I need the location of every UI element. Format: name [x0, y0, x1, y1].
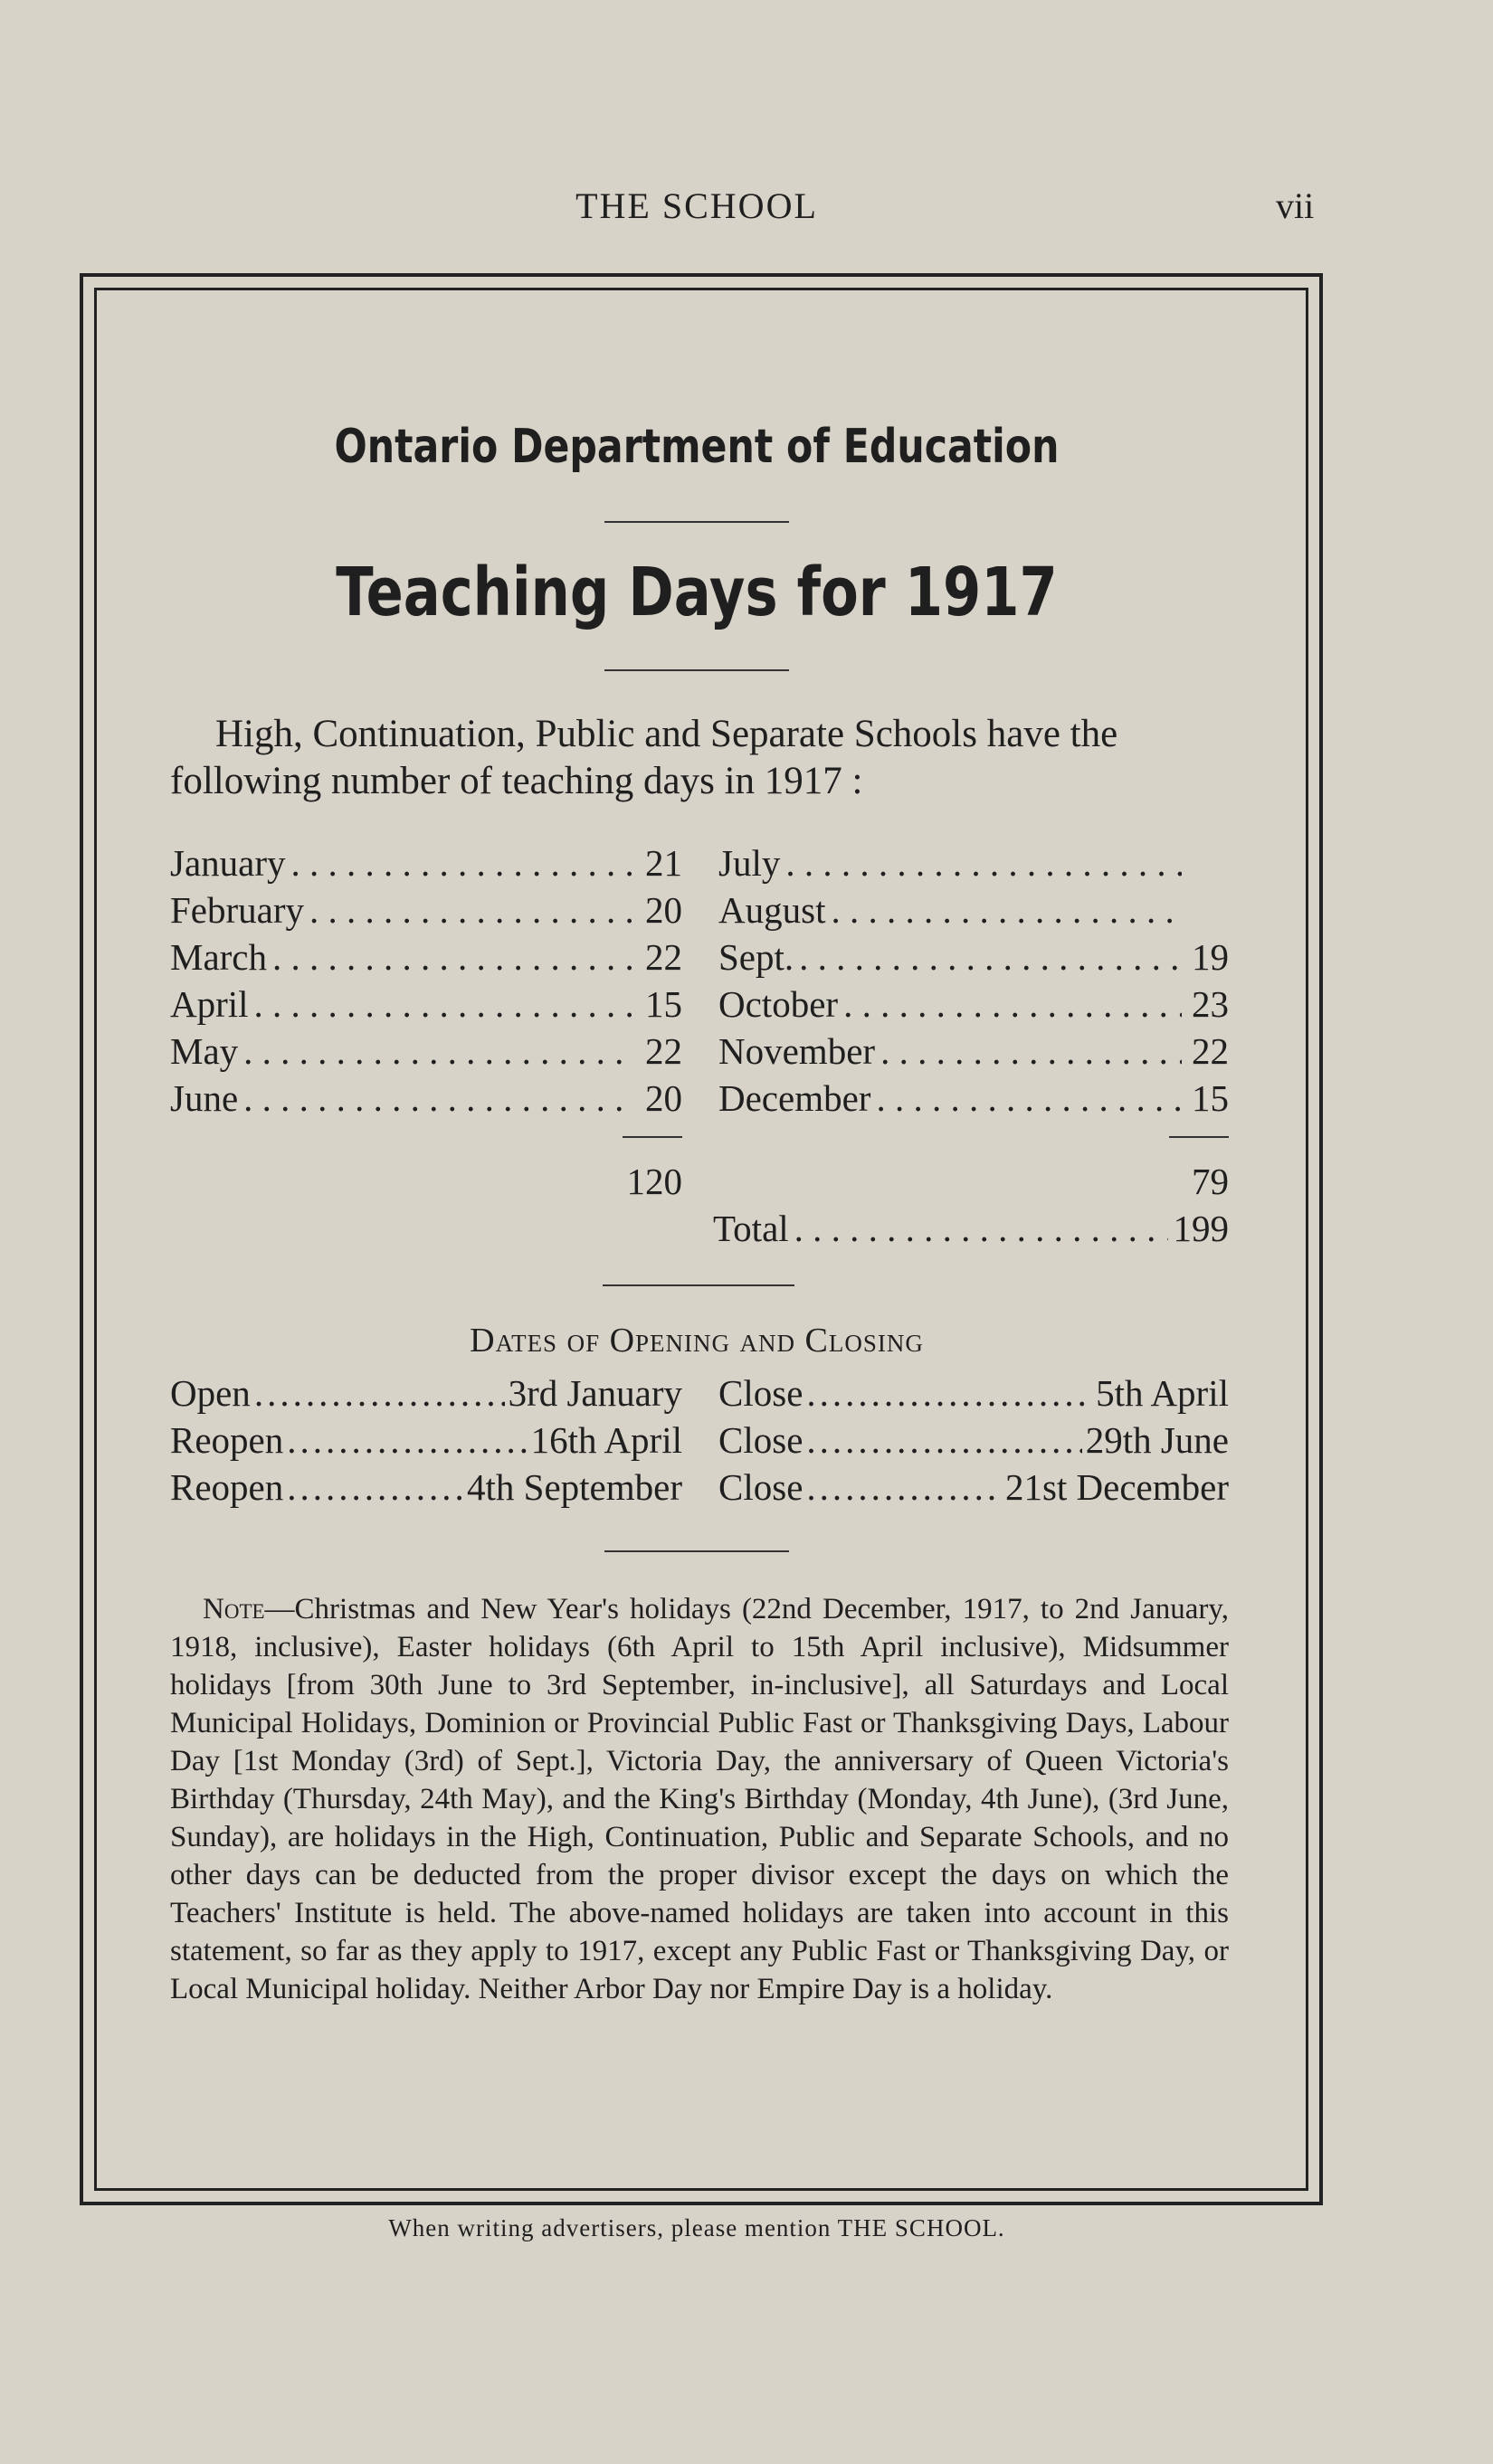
leader-dots [272, 933, 635, 981]
month-days: 20 [645, 1077, 682, 1119]
leader-dots [876, 1075, 1182, 1122]
subtotal-rule-right [1169, 1136, 1229, 1138]
leader-dots [254, 1369, 505, 1417]
open-date: 3rd January [508, 1372, 682, 1414]
note-lead: Note [203, 1593, 265, 1625]
month-row [718, 1028, 1229, 1075]
note-divider [604, 1550, 789, 1552]
subtotal-right: 79 [1192, 1161, 1229, 1202]
close-date: 29th June [1085, 1419, 1229, 1461]
total-value: 199 [1173, 1208, 1229, 1249]
main-title: Teaching Days for 1917 [336, 554, 1058, 631]
month-days: 23 [1192, 983, 1229, 1025]
month-row [170, 1075, 682, 1122]
open-row [170, 1369, 682, 1417]
open-row [170, 1417, 682, 1464]
month-row [718, 933, 1229, 981]
month-days: 22 [645, 936, 682, 978]
open-date: 4th September [467, 1466, 682, 1508]
note-paragraph [170, 1590, 1229, 2008]
total-row [713, 1205, 1229, 1252]
intro-paragraph: High, Continuation, Public and Separate Schools have the following number of teaching days in 1917 : [170, 713, 1118, 802]
close-label: Close [718, 1372, 804, 1414]
leader-dots [799, 933, 1182, 981]
page-footer: When writing advertisers, please mention THE SCHOOL. [388, 2214, 1005, 2241]
leader-dots [831, 886, 1182, 933]
leader-dots [806, 1417, 1081, 1464]
section-divider [603, 1284, 794, 1286]
total-label: Total [713, 1208, 789, 1249]
close-row [718, 1369, 1229, 1417]
close-row [718, 1417, 1229, 1464]
month-days: 19 [1192, 936, 1229, 978]
month-name: November [718, 1030, 876, 1072]
leader-dots [785, 839, 1182, 886]
leader-dots [806, 1464, 1002, 1511]
month-days: 22 [1192, 1030, 1229, 1072]
month-row [718, 981, 1229, 1028]
running-head: THE SCHOOL [575, 185, 818, 226]
month-days: 15 [645, 983, 682, 1025]
leader-dots [806, 1369, 1092, 1417]
open-row [170, 1464, 682, 1511]
month-name: January [170, 842, 286, 884]
month-name: December [718, 1077, 871, 1119]
leader-dots [287, 1417, 527, 1464]
month-name: March [170, 936, 268, 978]
open-label: Reopen [170, 1466, 284, 1508]
month-days: 21 [645, 842, 682, 884]
month-row [170, 933, 682, 981]
month-name: February [170, 889, 305, 931]
month-row [718, 839, 1229, 886]
month-row [170, 886, 682, 933]
page-number: vii [1276, 185, 1315, 226]
close-row [718, 1464, 1229, 1511]
month-row [718, 1075, 1229, 1122]
month-name: July [718, 842, 781, 884]
subtotal-rule-left [623, 1136, 682, 1138]
month-days: 22 [645, 1030, 682, 1072]
month-row [170, 839, 682, 886]
close-date: 5th April [1096, 1372, 1229, 1414]
leader-dots [309, 886, 635, 933]
leader-dots [243, 1028, 635, 1075]
month-days: 20 [645, 889, 682, 931]
close-date: 21st December [1004, 1466, 1229, 1508]
title-divider [604, 521, 789, 523]
leader-dots [243, 1075, 635, 1122]
month-name: October [718, 983, 839, 1025]
leader-dots [254, 981, 635, 1028]
month-name: May [170, 1030, 239, 1072]
month-row [170, 981, 682, 1028]
month-name: June [170, 1077, 239, 1119]
note-body: —Christmas and New Year's holidays (22nd December, 1917, to 2nd January, 1918, inclusive), Easter holidays (6th April to 15th April inclusive), Midsummer holidays [from 30th June to 3rd September, in-inclusive], all Saturdays and Local Municipal Holidays, Dominion or Provincial Public Fast or Thanksgiving Days, Labour Day [1st Monday (3rd) of Sept.], Victoria Day, the anniversary of Queen Victoria's Birthday (Thursday, 24th May), and the King's Birthday (Monday, 4th June), (3rd June, Sunday), are holidays in the High, Continuation, Public and Separate Schools, and no other days can be deducted from the proper divisor except the days on which the Teachers' Institute is held. The above-named holidays are taken into account in this statement, so far as they apply to 1917, except any Public Fast or Thanksgiving Day, or Local Municipal holiday. Neither Arbor Day nor Empire Day is a holiday. [170, 1593, 1229, 2005]
month-name: Sept. [718, 936, 794, 978]
close-label: Close [718, 1466, 804, 1508]
subtotal-left: 120 [626, 1161, 682, 1202]
month-name: August [718, 889, 826, 931]
month-name: April [170, 983, 249, 1025]
leader-dots [794, 1205, 1168, 1252]
leader-dots [880, 1028, 1182, 1075]
title-divider-lower [604, 669, 789, 671]
dates-heading: Dates of Opening and Closing [470, 1322, 924, 1360]
org-title: Ontario Department of Education [334, 420, 1060, 474]
leader-dots [291, 839, 635, 886]
open-label: Reopen [170, 1419, 284, 1461]
month-row [718, 886, 1229, 933]
month-days: 15 [1192, 1077, 1229, 1119]
leader-dots [843, 981, 1182, 1028]
leader-dots [287, 1464, 463, 1511]
month-row [170, 1028, 682, 1075]
open-label: Open [170, 1372, 251, 1414]
open-date: 16th April [530, 1419, 682, 1461]
close-label: Close [718, 1419, 804, 1461]
